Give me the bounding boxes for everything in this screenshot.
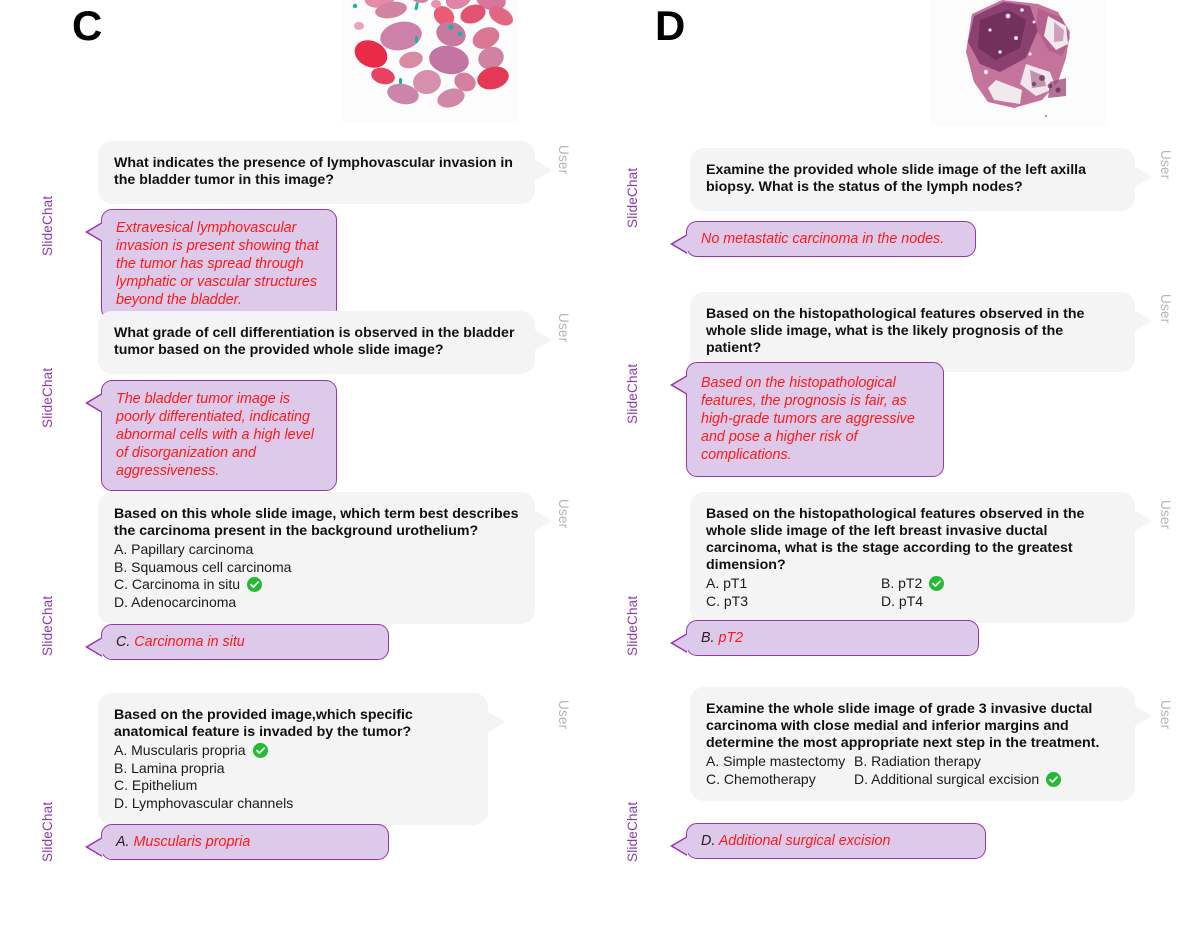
panel-d (600, 0, 1200, 943)
bubble-tail-inner-icon (673, 376, 688, 394)
role-label-user: User (1158, 150, 1173, 180)
option-label: D. Additional surgical excision (854, 770, 1040, 787)
option-label: A. Papillary carcinoma (114, 541, 254, 557)
option-list (114, 742, 472, 812)
question-text: Examine the provided whole slide image of the left axilla biopsy. What is the status of the lymph nodes? (706, 162, 1087, 195)
bubble-tail-inner-icon (88, 394, 103, 412)
option-label: B. pT2 (881, 575, 923, 591)
bot-message-bubble (686, 823, 986, 859)
question-text: What indicates the presence of lymphovascular invasion in the bladder tumor in this image? (114, 155, 513, 188)
question-text: What grade of cell differentiation is observed in the bladder tumor based on the provided whole slide image? (114, 325, 515, 358)
option-label: A. Simple mastectomy (706, 753, 846, 769)
answer-prefix: A. (116, 834, 130, 850)
option-list (114, 541, 519, 611)
answer-prefix: C. (116, 634, 131, 650)
option-item[interactable] (114, 541, 519, 559)
bubble-tail-icon (487, 711, 505, 733)
option-label: B. Lamina propria (114, 759, 225, 776)
option-label: C. pT3 (706, 592, 749, 609)
bubble-tail-icon (1134, 510, 1152, 532)
role-label-slidechat: SlideChat (40, 195, 55, 256)
answer-text: No metastatic carcinoma in the nodes. (701, 231, 945, 247)
option-item[interactable] (114, 760, 472, 778)
answer-text (116, 633, 374, 651)
option-label: C. Carcinoma in situ (114, 576, 241, 592)
correct-answer-check-icon (247, 577, 262, 592)
option-list (706, 575, 1119, 610)
correct-answer-check-icon (1046, 772, 1061, 787)
bubble-tail-icon (534, 329, 552, 351)
option-item[interactable] (114, 795, 472, 813)
answer-body: pT2 (718, 630, 744, 646)
user-message-bubble (690, 292, 1135, 372)
bot-message-bubble (101, 209, 337, 320)
option-item[interactable] (881, 593, 1119, 611)
user-message-bubble (690, 492, 1135, 623)
question-text: Based on the histopathological features observed in the whole slide image, what is the likely prognosis of the patient? (706, 306, 1085, 356)
panel-letter-c: C (72, 2, 102, 49)
answer-text (116, 833, 374, 851)
option-item[interactable] (114, 742, 472, 760)
user-message-bubble (690, 687, 1135, 801)
option-label: D. Lymphovascular channels (114, 794, 294, 811)
bot-message-bubble (686, 620, 979, 656)
option-label: A. pT1 (706, 575, 748, 591)
bot-message-bubble (101, 380, 337, 491)
role-label-slidechat: SlideChat (625, 363, 640, 424)
answer-prefix: D. (701, 833, 716, 849)
user-message-bubble (690, 148, 1135, 211)
option-list (706, 753, 1119, 788)
bot-message-bubble (101, 824, 389, 860)
option-item[interactable] (881, 575, 1119, 593)
answer-text (701, 629, 964, 647)
bubble-tail-inner-icon (673, 837, 688, 855)
option-label: B. Radiation therapy (854, 753, 981, 769)
user-message-bubble (98, 693, 488, 825)
breast-axilla-whole-slide-thumbnail (930, 0, 1107, 126)
role-label-user: User (556, 499, 571, 529)
role-label-user: User (1158, 700, 1173, 730)
bladder-tumor-whole-slide-thumbnail (341, 0, 519, 122)
role-label-slidechat: SlideChat (40, 367, 55, 428)
option-label: C. Epithelium (114, 777, 198, 793)
bubble-tail-inner-icon (88, 223, 103, 241)
option-label: D. Adenocarcinoma (114, 593, 237, 610)
role-label-slidechat: SlideChat (40, 595, 55, 656)
question-text: Based on the provided image,which specific anatomical feature is invaded by the tumor? (114, 707, 413, 740)
role-label-slidechat: SlideChat (625, 801, 640, 862)
user-message-bubble (98, 492, 535, 624)
option-item[interactable] (706, 593, 881, 611)
user-message-bubble (98, 311, 535, 374)
option-label: A. Muscularis propria (114, 742, 246, 758)
option-item[interactable] (706, 771, 854, 789)
correct-answer-check-icon (253, 743, 268, 758)
role-label-user: User (556, 700, 571, 730)
bot-message-bubble (686, 221, 976, 257)
answer-text: Extravesical lymphovascular invasion is present showing that the tumor has spread through lymphatic or vascular structures beyond the bladder. (116, 220, 319, 308)
answer-text: The bladder tumor image is poorly differentiated, indicating abnormal cells with a high level of disorganization and aggressiveness. (116, 391, 314, 479)
option-item[interactable] (114, 559, 519, 577)
answer-body: Carcinoma in situ (134, 634, 245, 650)
role-label-slidechat: SlideChat (625, 595, 640, 656)
bubble-tail-inner-icon (673, 634, 688, 652)
question-text: Based on this whole slide image, which term best describes the carcinoma present in the background urothelium? (114, 506, 519, 539)
bubble-tail-inner-icon (88, 638, 103, 656)
role-label-user: User (556, 313, 571, 343)
user-message-bubble (98, 141, 535, 204)
option-item[interactable] (114, 576, 519, 594)
bot-message-bubble (686, 362, 944, 477)
answer-body: Additional surgical excision (718, 833, 891, 849)
question-text: Examine the whole slide image of grade 3 invasive ductal carcinoma with close medial and inferior margins and determine the most appropriate next step in the treatment. (706, 701, 1100, 751)
role-label-user: User (1158, 500, 1173, 530)
option-item[interactable] (854, 753, 1119, 771)
answer-prefix: B. (701, 630, 715, 646)
correct-answer-check-icon (929, 576, 944, 591)
option-label: B. Squamous cell carcinoma (114, 558, 292, 575)
bot-message-bubble (101, 624, 389, 660)
option-label: D. pT4 (881, 592, 924, 609)
option-label: C. Chemotherapy (706, 770, 816, 787)
bubble-tail-inner-icon (88, 838, 103, 856)
answer-text: Based on the histopathological features, the prognosis is fair, as high-grade tumors are aggressive and pose a higher risk of complications. (701, 375, 915, 463)
role-label-slidechat: SlideChat (625, 167, 640, 228)
answer-text (701, 832, 971, 850)
role-label-slidechat: SlideChat (40, 801, 55, 862)
option-item[interactable] (114, 777, 472, 795)
role-label-user: User (1158, 294, 1173, 324)
option-item[interactable] (706, 575, 881, 593)
option-item[interactable] (114, 594, 519, 612)
answer-body: Muscularis propria (133, 834, 251, 850)
panel-letter-d: D (655, 2, 685, 49)
question-text: Based on the histopathological features observed in the whole slide image of the left breast invasive ductal carcinoma, what is the stage according to the greatest dimension? (706, 506, 1085, 573)
option-item[interactable] (706, 753, 854, 771)
bubble-tail-icon (1134, 705, 1152, 727)
bubble-tail-icon (534, 159, 552, 181)
option-item[interactable] (854, 771, 1119, 789)
bubble-tail-icon (1134, 166, 1152, 188)
bubble-tail-inner-icon (673, 235, 688, 253)
bubble-tail-icon (1134, 310, 1152, 332)
role-label-user: User (556, 145, 571, 175)
bubble-tail-icon (534, 510, 552, 532)
